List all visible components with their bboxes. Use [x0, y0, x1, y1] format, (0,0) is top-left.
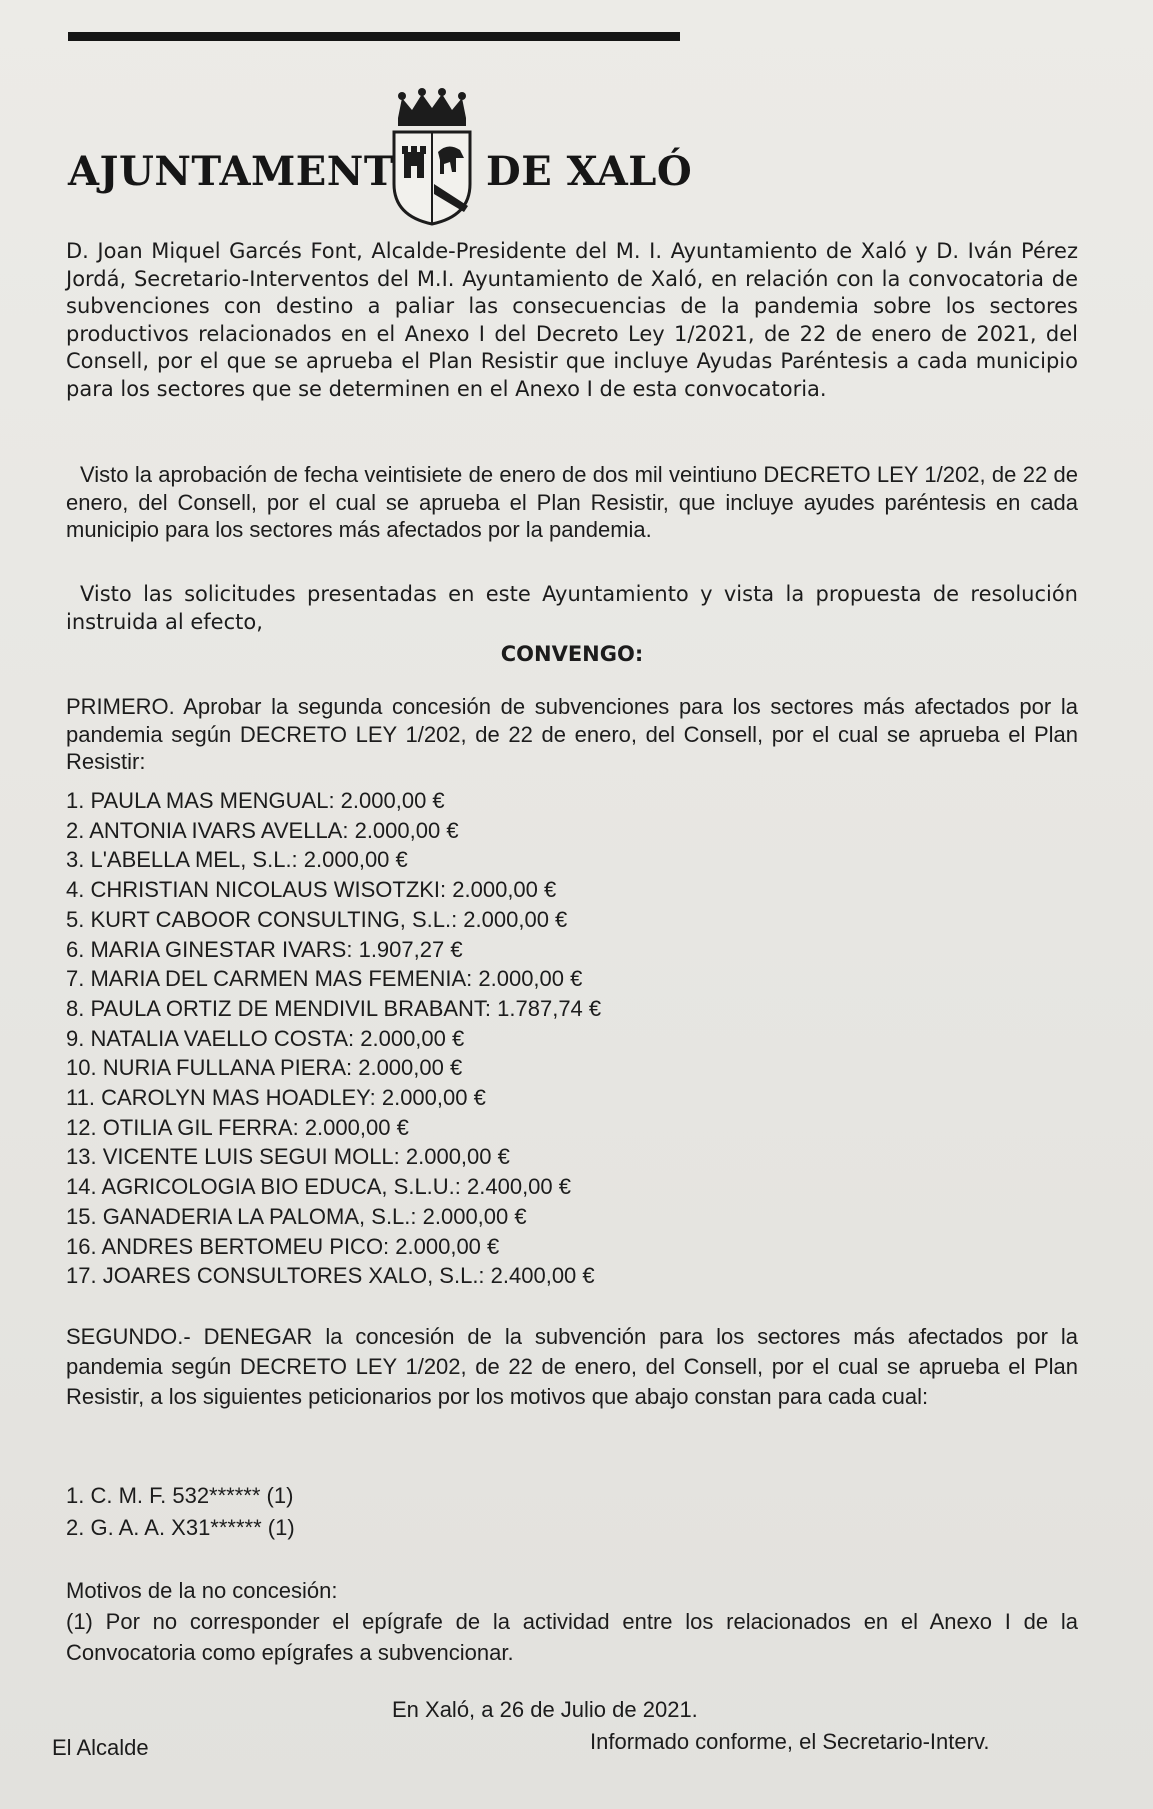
- list-item: 1. C. M. F. 532****** (1): [66, 1483, 294, 1508]
- place-date: En Xaló, a 26 de Julio de 2021.: [392, 1697, 698, 1722]
- motivos-text: (1) Por no corresponder el epígrafe de la actividad entre los relacionados en el Anexo I de la Convocatoria como epígrafes a subvencionar.: [66, 1609, 1078, 1665]
- list-item: 10. NURIA FULLANA PIERA: 2.000,00 €: [66, 1055, 463, 1081]
- segundo-text: SEGUNDO.- DENEGAR la concesión de la subvención para los sectores más afectados por la pandemia según DECRETO LEY 1/202, de 22 de enero, del Consell, por el cual se aprueba el Plan Resistir, a los siguientes peticionarios por los motivos que abajo constan para cada cual:: [66, 1324, 1078, 1409]
- list-item: 16. ANDRES BERTOMEU PICO: 2.000,00 €: [66, 1233, 500, 1259]
- motivos-title: Motivos de la no concesión:: [66, 1578, 338, 1603]
- list-item: 3. L'ABELLA MEL, S.L.: 2.000,00 €: [66, 847, 408, 873]
- convengo-heading: CONVENGO:: [500, 642, 644, 666]
- list-item: 14. AGRICOLOGIA BIO EDUCA, S.L.U.: 2.400,00 €: [66, 1174, 572, 1200]
- primero-section: [66, 693, 1078, 776]
- intro-text-2: Visto la aprobación de fecha veintisiete de enero de dos mil veintiuno DECRETO LEY 1/202, de 22 de enero, del Consell, por el cual se aprueba el Plan Resistir, que incluye ayudes paréntesis en cada municipio para los sectores más afectados por la pandemia.: [66, 462, 1078, 542]
- segundo-section: [66, 1322, 1078, 1412]
- list-item: 17. JOARES CONSULTORES XALO, S.L.: 2.400,00 €: [66, 1263, 595, 1289]
- denied-list: [66, 1480, 1078, 1544]
- list-item: 5. KURT CABOOR CONSULTING, S.L.: 2.000,00 €: [66, 906, 568, 932]
- municipal-coat-of-arms-icon: [390, 88, 474, 228]
- list-item: 1. PAULA MAS MENGUAL: 2.000,00 €: [66, 788, 445, 813]
- intro-paragraph-3: [66, 581, 1078, 636]
- letterhead-right-word: DE XALÓ: [486, 148, 693, 195]
- intro-paragraph-2: [66, 461, 1078, 544]
- letterhead: [68, 88, 708, 228]
- top-rule: [68, 32, 680, 41]
- letterhead-left-word: AJUNTAMENT: [68, 148, 395, 195]
- list-item: 2. G. A. A. X31****** (1): [66, 1515, 295, 1540]
- list-item: 6. MARIA GINESTAR IVARS: 1.907,27 €: [66, 936, 463, 962]
- list-item: 4. CHRISTIAN NICOLAUS WISOTZKI: 2.000,00 €: [66, 877, 557, 903]
- list-item: 9. NATALIA VAELLO COSTA: 2.000,00 €: [66, 1025, 465, 1051]
- list-item: 11. CAROLYN MAS HOADLEY: 2.000,00 €: [66, 1085, 486, 1111]
- list-item: 13. VICENTE LUIS SEGUI MOLL: 2.000,00 €: [66, 1144, 510, 1170]
- motivos-section: [66, 1575, 1078, 1668]
- list-item: 8. PAULA ORTIZ DE MENDIVIL BRABANT: 1.787,74 €: [66, 995, 602, 1021]
- list-item: 15. GANADERIA LA PALOMA, S.L.: 2.000,00 €: [66, 1203, 527, 1229]
- intro-text-3: Visto las solicitudes presentadas en este Ayuntamiento y vista la propuesta de resolución instruida al efecto,: [66, 582, 1078, 634]
- list-item: 7. MARIA DEL CARMEN MAS FEMENIA: 2.000,00 €: [66, 966, 583, 992]
- secretary-signature-label: Informado conforme, el Secretario-Interv.: [590, 1729, 990, 1754]
- beneficiaries-list: [66, 786, 1078, 1291]
- list-item: 12. OTILIA GIL FERRA: 2.000,00 €: [66, 1114, 409, 1140]
- intro-paragraph-1: [66, 238, 1078, 403]
- primero-text: PRIMERO. Aprobar la segunda concesión de subvenciones para los sectores más afectados por la pandemia según DECRETO LEY 1/202, de 22 de enero, del Consell, por el cual se aprueba el Plan Resistir:: [66, 694, 1078, 774]
- list-item: 2. ANTONIA IVARS AVELLA: 2.000,00 €: [66, 817, 459, 843]
- mayor-signature-label: El Alcalde: [52, 1735, 149, 1760]
- intro-text-1: D. Joan Miquel Garcés Font, Alcalde-Presidente del M. I. Ayuntamiento de Xaló y D. Iván Pérez Jordá, Secretario-Interventos del M.I. Ayuntamiento de Xaló, en relación con la convocatoria de subvenciones con destino a paliar las consecuencias de la pandemia sobre los sectores productivos relacionados en el Anexo I del Decreto Ley 1/2021, de 22 de enero de 2021, del Consell, por el que se aprueba el Plan Resistir que incluye Ayudas Paréntesis a cada municipio para los sectores que se determinen en el Anexo I de esta convocatoria.: [66, 239, 1078, 401]
- resolution-heading: [66, 641, 1078, 669]
